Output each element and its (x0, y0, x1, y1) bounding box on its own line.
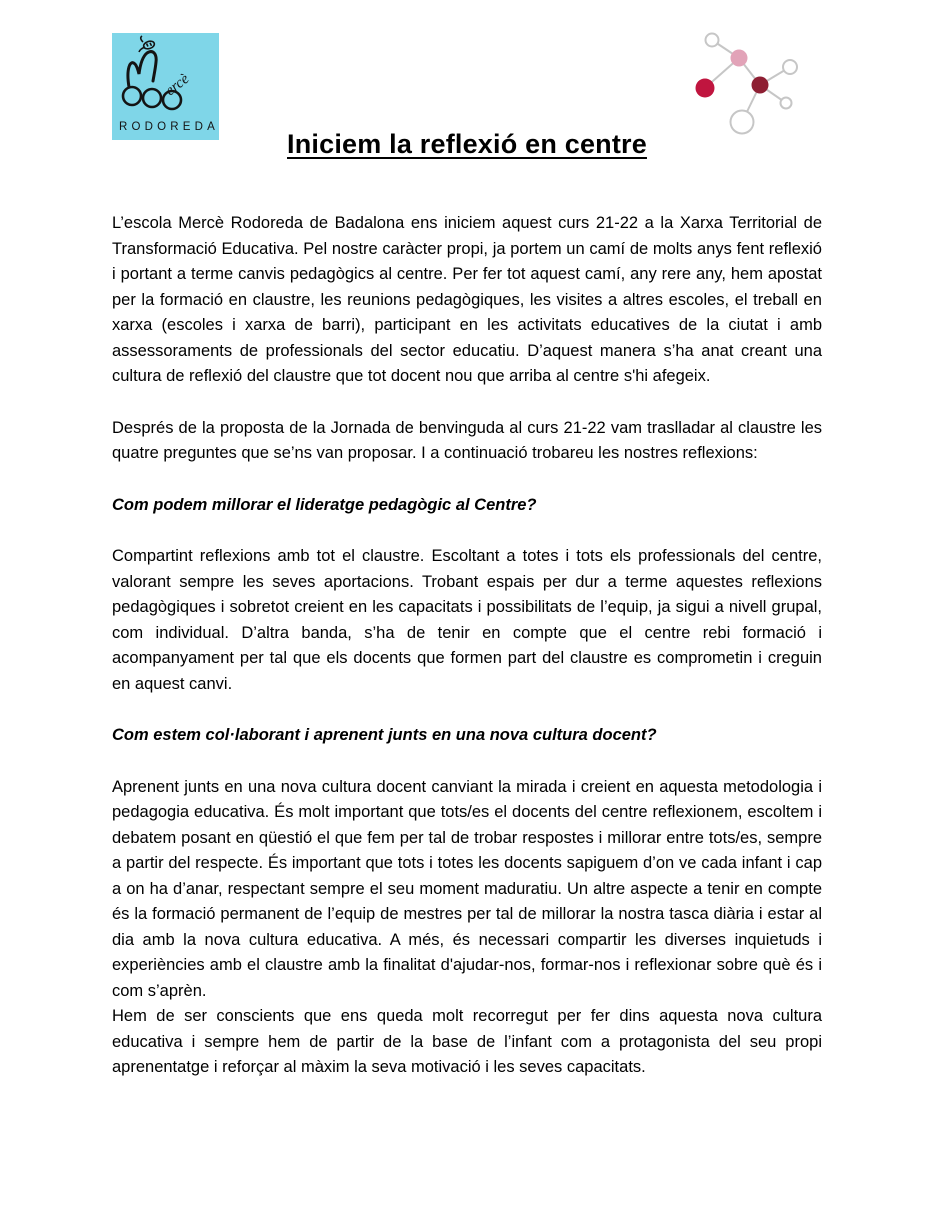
logo-script-text: ercè (162, 70, 193, 100)
paragraph-collaboration-answer: Aprenent junts en una nova cultura docent canviant la mirada i creient en aquesta metodologia i pedagogia educativa. És molt important que tots/es el docents del centre reflexionem, escoltem i debatem posant en qüestió el que fem per tal de trobar respostes i millorar entre tots/es, sempre a partir del respecte. És important que tots i totes les docents sapiguem d’on ve cada infant i cap a on ha d’anar, respectant sempre el seu moment maduratiu. Un altre aspecte a tenir en compte és la formació permanent de l’equip de mestres per tal de millorar la nostra tasca diària i estar al dia amb la nova cultura educativa. A més, és necessari compartir les diverses inquietuds i experiències amb el claustre amb la finalitat d'ajudar-nos, formar-nos i reflexionar sobre què és i com s’aprèn. (112, 777, 822, 1000)
paragraph-intro: L’escola Mercè Rodoreda de Badalona ens iniciem aquest curs 21-22 a la Xarxa Territorial de Transformació Educativa. Pel nostre caràcter propi, ja portem un camí de molts anys fent reflexió i portant a terme canvis pedagògics al centre. Per fer tot aquest camí, any rere any, hem apostat per la formació en claustre, les reunions pedagògiques, les visites a altres escoles, el treball en xarxa (escoles i xarxa de barri), participant en les activitats educatives de la ciutat i amb assessoraments de professionals del sector educatiu. D’aquest manera s’ha anat creant una cultura de reflexió del claustre que tot docent nou que arriba al centre s'hi afegeix. (112, 214, 822, 385)
paragraph-leadership-answer: Compartint reflexions amb tot el claustre. Escoltant a totes i tots els professionals del centre, valorant sempre les seves aportacions. Trobant espais per dur a terme aquestes reflexions pedagògiques i sobretot creient en les capacitats i possibilitats de l’equip, ja sigui a nivell grupal, com individual. D’altra banda, s’ha de tenir en compte que el centre rebi formació i acompanyament per tal que els docents que formen part del claustre es comprometin i creguin en aquest canvi. (112, 547, 822, 693)
logo-caps-text: RODOREDA (119, 121, 219, 133)
question-leadership: Com podem millorar el lideratge pedagògic al Centre? (112, 495, 537, 514)
school-logo (112, 33, 219, 140)
paragraph-closing: Hem de ser conscients que ens queda molt recorregut per fer dins aquesta nova cultura educativa i sempre hem de partir de la base de l’infant com a protagonista del seu propi aprenentatge i reforçar al màxim la seva motivació i les seves capacitats. (112, 1007, 822, 1076)
document-body (112, 211, 822, 1107)
molecule-decoration-icon (665, 26, 820, 144)
document-title: Iniciem la reflexió en centre (287, 129, 647, 159)
paragraph-proposal: Després de la proposta de la Jornada de benvinguda al curs 21-22 vam traslladar al claustre les quatre preguntes que se’ns van proposar. I a continuació trobareu les nostres reflexions: (112, 418, 822, 462)
question-collaboration: Com estem col·laborant i aprenent junts en una nova cultura docent? (112, 726, 657, 744)
school-logo-icon (112, 33, 219, 140)
